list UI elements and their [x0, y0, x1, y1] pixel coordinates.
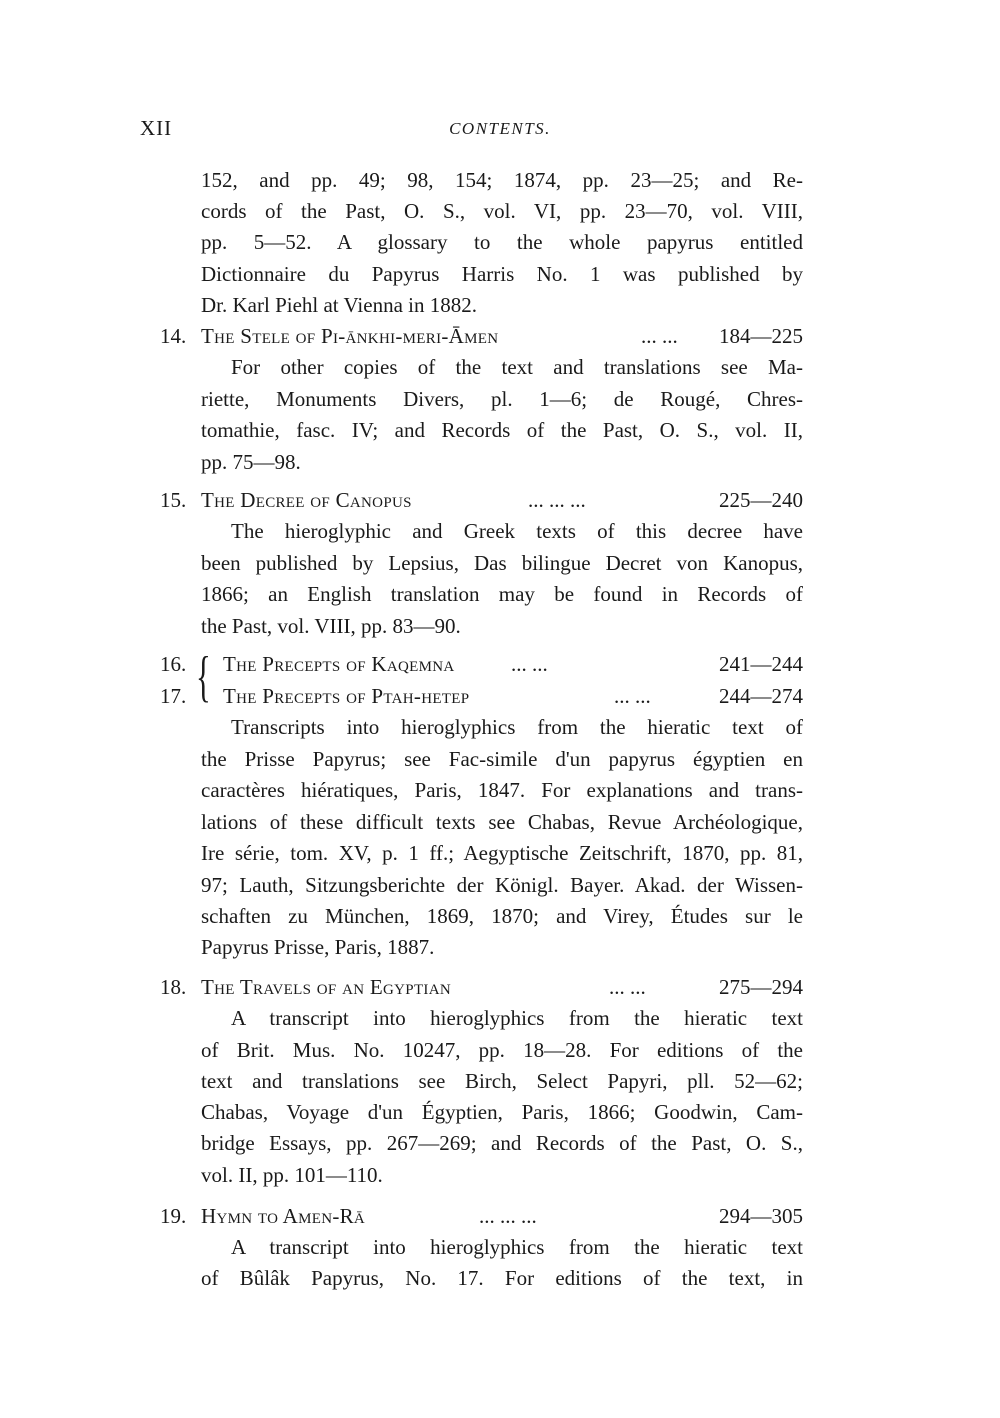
- entry-title: The Precepts of Ptah-hetep: [223, 684, 470, 708]
- entry-heading: [201, 487, 803, 513]
- text-line: Papyrus Prisse, Paris, 1887.: [201, 935, 435, 959]
- text-line: The hieroglyphic and Greek texts of this decree have: [231, 519, 803, 543]
- page-range: 184—225: [719, 324, 803, 348]
- text-line: vol. II, pp. 101—110.: [201, 1163, 383, 1187]
- text-line: Chabas, Voyage d'un Égyptien, Paris, 1866; Goodwin, Cam-: [201, 1100, 803, 1124]
- text-line: A transcript into hieroglyphics from the hieratic text: [231, 1006, 803, 1030]
- text-line: riette, Monuments Divers, pl. 1—6; de Rougé, Chres-: [201, 387, 803, 411]
- running-head: CONTENTS.: [449, 119, 551, 138]
- text-line: Dr. Karl Piehl at Vienna in 1882.: [201, 293, 477, 317]
- entry-heading: [201, 974, 803, 1000]
- text-line: 152, and pp. 49; 98, 154; 1874, pp. 23—25; and Re-: [201, 168, 803, 192]
- text-line: cords of the Past, O. S., vol. VI, pp. 23—70, vol. VIII,: [201, 199, 803, 223]
- entry-number: 16.: [160, 652, 187, 676]
- entry-title: The Decree of Canopus: [201, 488, 412, 512]
- leader-dots: ... ...: [641, 324, 678, 348]
- leader-dots: ... ...: [614, 684, 651, 708]
- text-line: schaften zu München, 1869, 1870; and Virey, Études sur le: [201, 904, 803, 928]
- text-line: lations of these difficult texts see Chabas, Revue Archéologique,: [201, 810, 803, 834]
- text-line: 97; Lauth, Sitzungsberichte der Königl. Bayer. Akad. der Wissen-: [201, 873, 803, 897]
- entry-number: 17.: [160, 684, 187, 708]
- text-line: Dictionnaire du Papyrus Harris No. 1 was published by: [201, 262, 803, 286]
- entry-number: 18.: [160, 975, 187, 999]
- text-line: A transcript into hieroglyphics from the hieratic text: [231, 1235, 803, 1259]
- entry-number: 14.: [160, 324, 187, 348]
- leader-dots: ... ...: [609, 975, 646, 999]
- entry-title: The Precepts of Kaqemna: [223, 652, 455, 676]
- page-range: 244—274: [719, 684, 803, 708]
- text-line: text and translations see Birch, Select Papyri, pll. 52—62;: [201, 1069, 803, 1093]
- text-line: Ire série, tom. XV, p. 1 ff.; Aegyptische Zeitschrift, 1870, pp. 81,: [201, 841, 803, 865]
- text-line: caractères hiératiques, Paris, 1847. For explanations and trans-: [201, 778, 803, 802]
- text-line: of Bûlâk Papyrus, No. 17. For editions of the text, in: [201, 1266, 803, 1290]
- text-line: For other copies of the text and translations see Ma-: [231, 355, 803, 379]
- entry-title: Hymn to Amen-Rā: [201, 1204, 366, 1228]
- entry-heading: [223, 683, 803, 709]
- text-line: been published by Lepsius, Das bilingue Decret von Kanopus,: [201, 551, 803, 575]
- text-line: tomathie, fasc. IV; and Records of the Past, O. S., vol. II,: [201, 418, 803, 442]
- entry-number: 15.: [160, 488, 187, 512]
- text-line: pp. 5—52. A glossary to the whole papyrus entitled: [201, 230, 803, 254]
- entry-heading: [201, 323, 803, 349]
- leader-dots: ... ... ...: [528, 488, 586, 512]
- page-number: XII: [140, 116, 173, 140]
- entry-heading: [223, 651, 803, 677]
- entry-title: The Travels of an Egyptian: [201, 975, 451, 999]
- entry-heading: [201, 1203, 803, 1229]
- text-line: pp. 75—98.: [201, 450, 301, 474]
- text-line: Transcripts into hieroglyphics from the hieratic text of: [231, 715, 803, 739]
- text-line: bridge Essays, pp. 267—269; and Records of the Past, O. S.,: [201, 1131, 803, 1155]
- text-line: the Past, vol. VIII, pp. 83—90.: [201, 614, 461, 638]
- entry-title: The Stele of Pi-ānkhi-meri-Āmen: [201, 324, 499, 348]
- text-line: 1866; an English translation may be found in Records of: [201, 582, 803, 606]
- page-range: 275—294: [719, 975, 803, 999]
- brace-bracket: {: [196, 646, 211, 708]
- entry-number: 19.: [160, 1204, 187, 1228]
- text-line: of Brit. Mus. No. 10247, pp. 18—28. For editions of the: [201, 1038, 803, 1062]
- page-range: 241—244: [719, 652, 803, 676]
- text-line: the Prisse Papyrus; see Fac-simile d'un papyrus égyptien en: [201, 747, 803, 771]
- page-range: 225—240: [719, 488, 803, 512]
- leader-dots: ... ... ...: [479, 1204, 537, 1228]
- page-range: 294—305: [719, 1204, 803, 1228]
- leader-dots: ... ...: [511, 652, 548, 676]
